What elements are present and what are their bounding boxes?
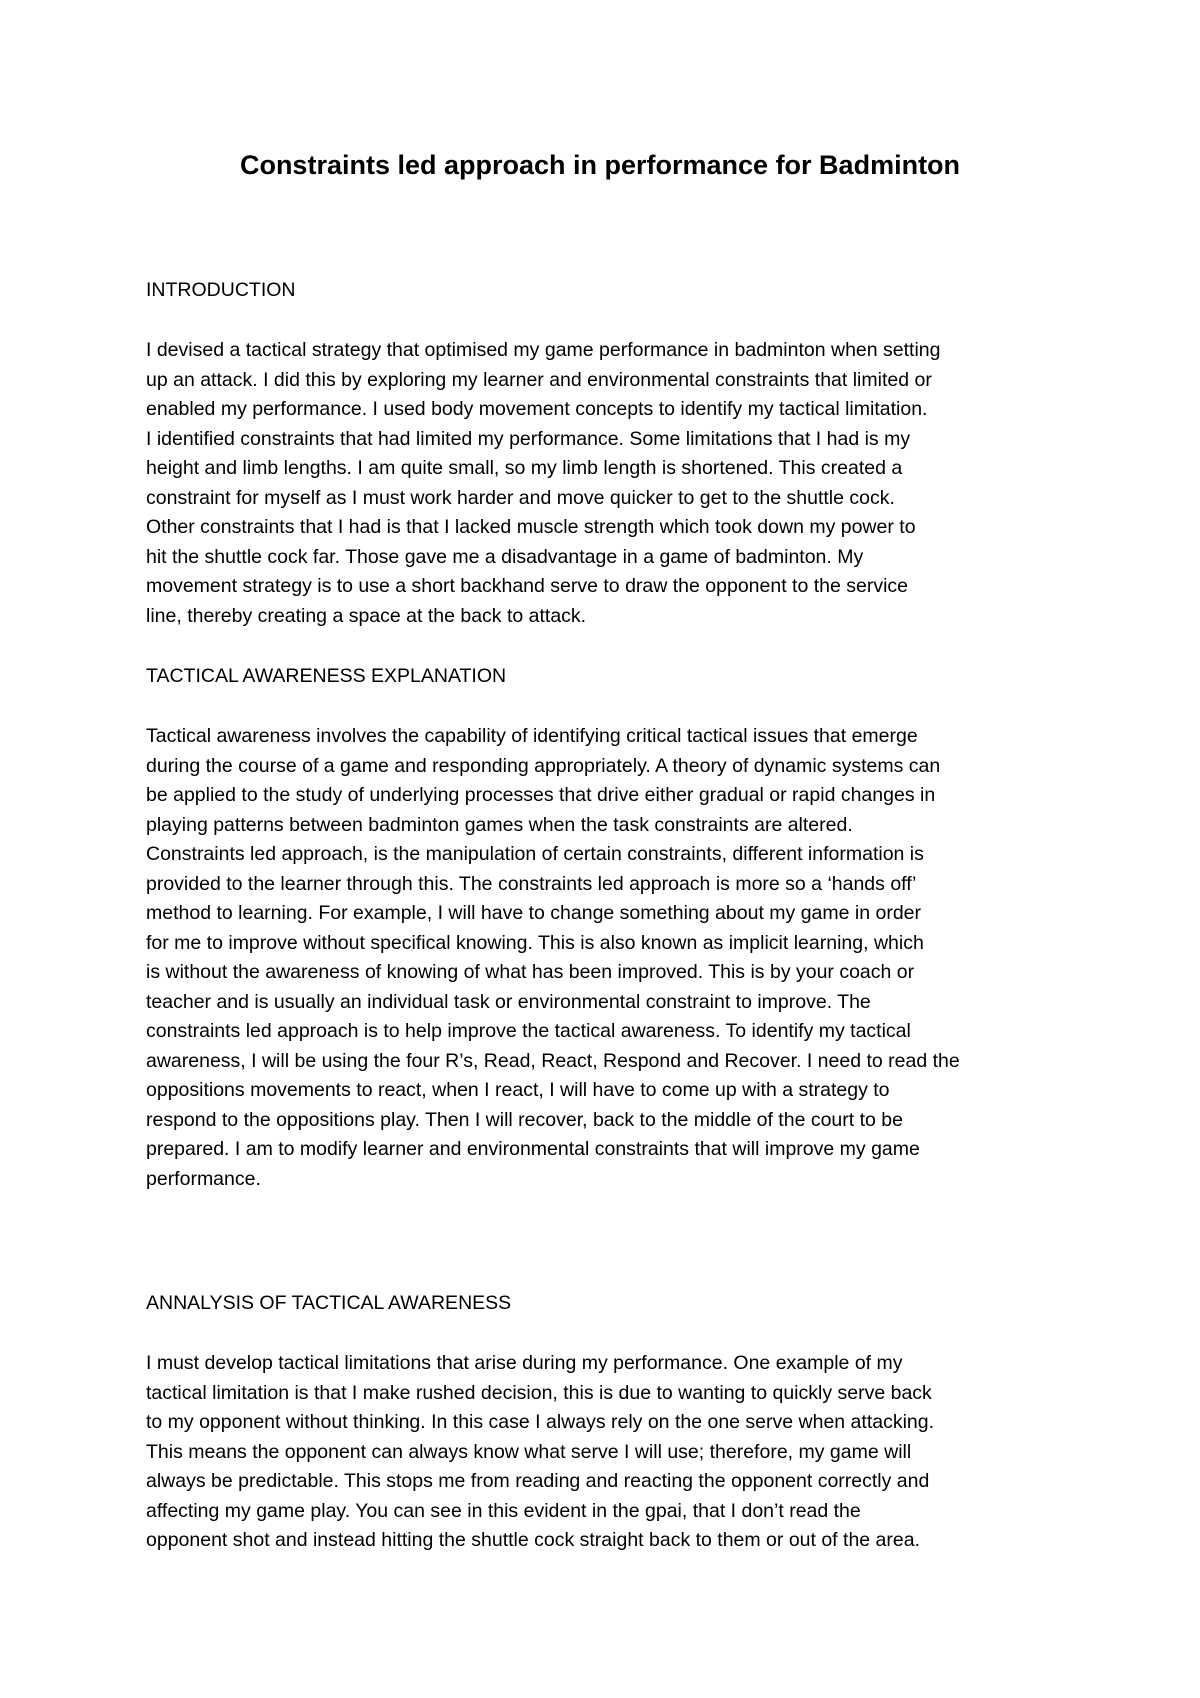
text-line: Other constraints that I had is that I lacked muscle strength which took down my power to [146,516,916,538]
text-line: line, thereby creating a space at the back to attack. [146,604,587,627]
text-line: always be predictable. This stops me from reading and reacting the opponent correctly and [146,1470,930,1492]
text-line: is without the awareness of knowing of what has been improved. This is by your coach or [146,961,915,983]
text-line: height and limb lengths. I am quite small, so my limb length is shortened. This created a [146,457,903,479]
text-line: opponent shot and instead hitting the shuttle cock straight back to them or out of the area. [146,1529,920,1551]
text-line: provided to the learner through this. The constraints led approach is more so a ‘hands off’ [146,872,917,895]
text-line: prepared. I am to modify learner and environmental constraints that will improve my game [146,1138,920,1160]
text-line: affecting my game play. You can see in this evident in the gpai, that I don’t read the [146,1499,861,1522]
text-line: enabled my performance. I used body movement concepts to identify my tactical limitation. [146,398,928,420]
section-body-introduction [146,336,1066,631]
section-body-tactical-awareness-explanation [146,722,1066,1194]
text-line: be applied to the study of underlying processes that drive either gradual or rapid changes in [146,784,936,806]
section-heading-tactical-awareness-explanation: TACTICAL AWARENESS EXPLANATION [146,665,507,687]
text-line: Constraints led approach, is the manipulation of certain constraints, different information is [146,843,924,865]
text-line: oppositions movements to react, when I react, I will have to come up with a strategy to [146,1079,890,1101]
text-line: awareness, I will be using the four R’s, Read, React, Respond and Recover. I need to read the [146,1049,960,1072]
text-line: constraint for myself as I must work harder and move quicker to get to the shuttle cock. [146,486,895,509]
document-title: Constraints led approach in performance for Badminton [239,150,961,180]
text-line: to my opponent without thinking. In this case I always rely on the one serve when attacking. [146,1411,935,1433]
text-line: up an attack. I did this by exploring my learner and environmental constraints that limited or [146,368,932,391]
text-line: movement strategy is to use a short backhand serve to draw the opponent to the service [146,575,909,597]
text-line: respond to the oppositions play. Then I will recover, back to the middle of the court to be [146,1108,903,1131]
text-line: method to learning. For example, I will have to change something about my game in order [146,902,922,924]
text-line: during the course of a game and responding appropriately. A theory of dynamic systems can [146,754,941,777]
text-line: I identified constraints that had limited my performance. Some limitations that I had is my [146,427,911,450]
text-line: performance. [146,1167,261,1190]
text-line: I must develop tactical limitations that arise during my performance. One example of my [146,1352,903,1374]
text-line: Tactical awareness involves the capability of identifying critical tactical issues that emerge [146,725,918,747]
text-line: teacher and is usually an individual task or environmental constraint to improve. The [146,990,871,1013]
text-line: for me to improve without specifical knowing. This is also known as implicit learning, which [146,931,924,954]
text-line: This means the opponent can always know what serve I will use; therefore, my game will [146,1440,912,1463]
text-line: playing patterns between badminton games when the task constraints are altered. [146,813,853,836]
section-body-analysis-of-tactical-awareness [146,1349,1066,1556]
text-line: tactical limitation is that I make rushed decision, this is due to wanting to quickly serve back [146,1381,932,1404]
text-line: constraints led approach is to help improve the tactical awareness. To identify my tactical [146,1020,911,1042]
section-heading-introduction: INTRODUCTION [146,279,296,301]
text-line: I devised a tactical strategy that optimised my game performance in badminton when setting [146,339,941,361]
text-line: hit the shuttle cock far. Those gave me a disadvantage in a game of badminton. My [146,545,864,568]
section-heading-analysis-of-tactical-awareness: ANNALYSIS OF TACTICAL AWARENESS [146,1292,512,1314]
